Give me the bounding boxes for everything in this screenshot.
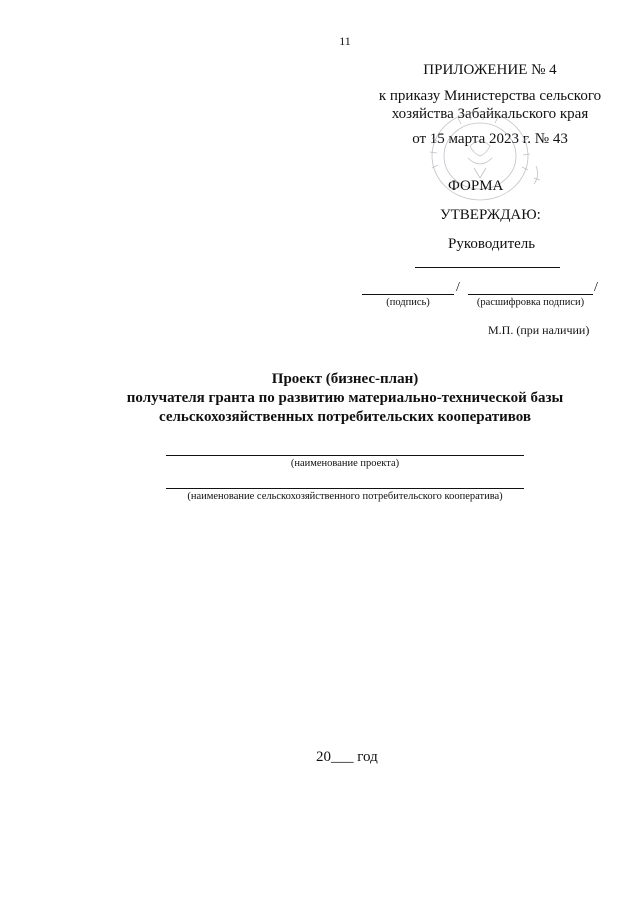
coop-name-line [166, 488, 524, 489]
name-line [468, 294, 593, 295]
page-number: 11 [339, 34, 351, 48]
appendix-line-2: хозяйства Забайкальского края [391, 106, 589, 122]
signature-caption: (подпись) [386, 297, 430, 308]
appendix-line-3: от 15 марта 2023 г. № 43 [412, 131, 568, 147]
role-line [415, 267, 560, 268]
project-name-caption: (наименование проекта) [290, 458, 400, 469]
approve-role: Руководитель [448, 236, 536, 252]
appendix-title: ПРИЛОЖЕНИЕ № 4 [423, 62, 557, 78]
appendix-line-1: к приказу Министерства сельского [378, 88, 602, 104]
slash-divider: / [456, 280, 460, 295]
approve-title: УТВЕРЖДАЮ: [440, 207, 541, 223]
heading-line-1: Проект (бизнес-план) [271, 371, 419, 387]
coop-name-caption: (наименование сельскохозяйственного потребительского кооператива) [187, 491, 503, 502]
name-caption: (расшифровка подписи) [476, 297, 585, 308]
form-label: ФОРМА [448, 178, 504, 194]
signature-line [362, 294, 454, 295]
seal-caption: М.П. (при наличии) [488, 323, 590, 337]
heading-line-2: получателя гранта по развитию материально-технической базы [126, 390, 564, 406]
slash-end: / [594, 280, 598, 295]
project-name-line [166, 455, 524, 456]
year-label: 20___ год [316, 749, 378, 765]
heading-line-3: сельскохозяйственных потребительских кооперативов [159, 409, 531, 425]
